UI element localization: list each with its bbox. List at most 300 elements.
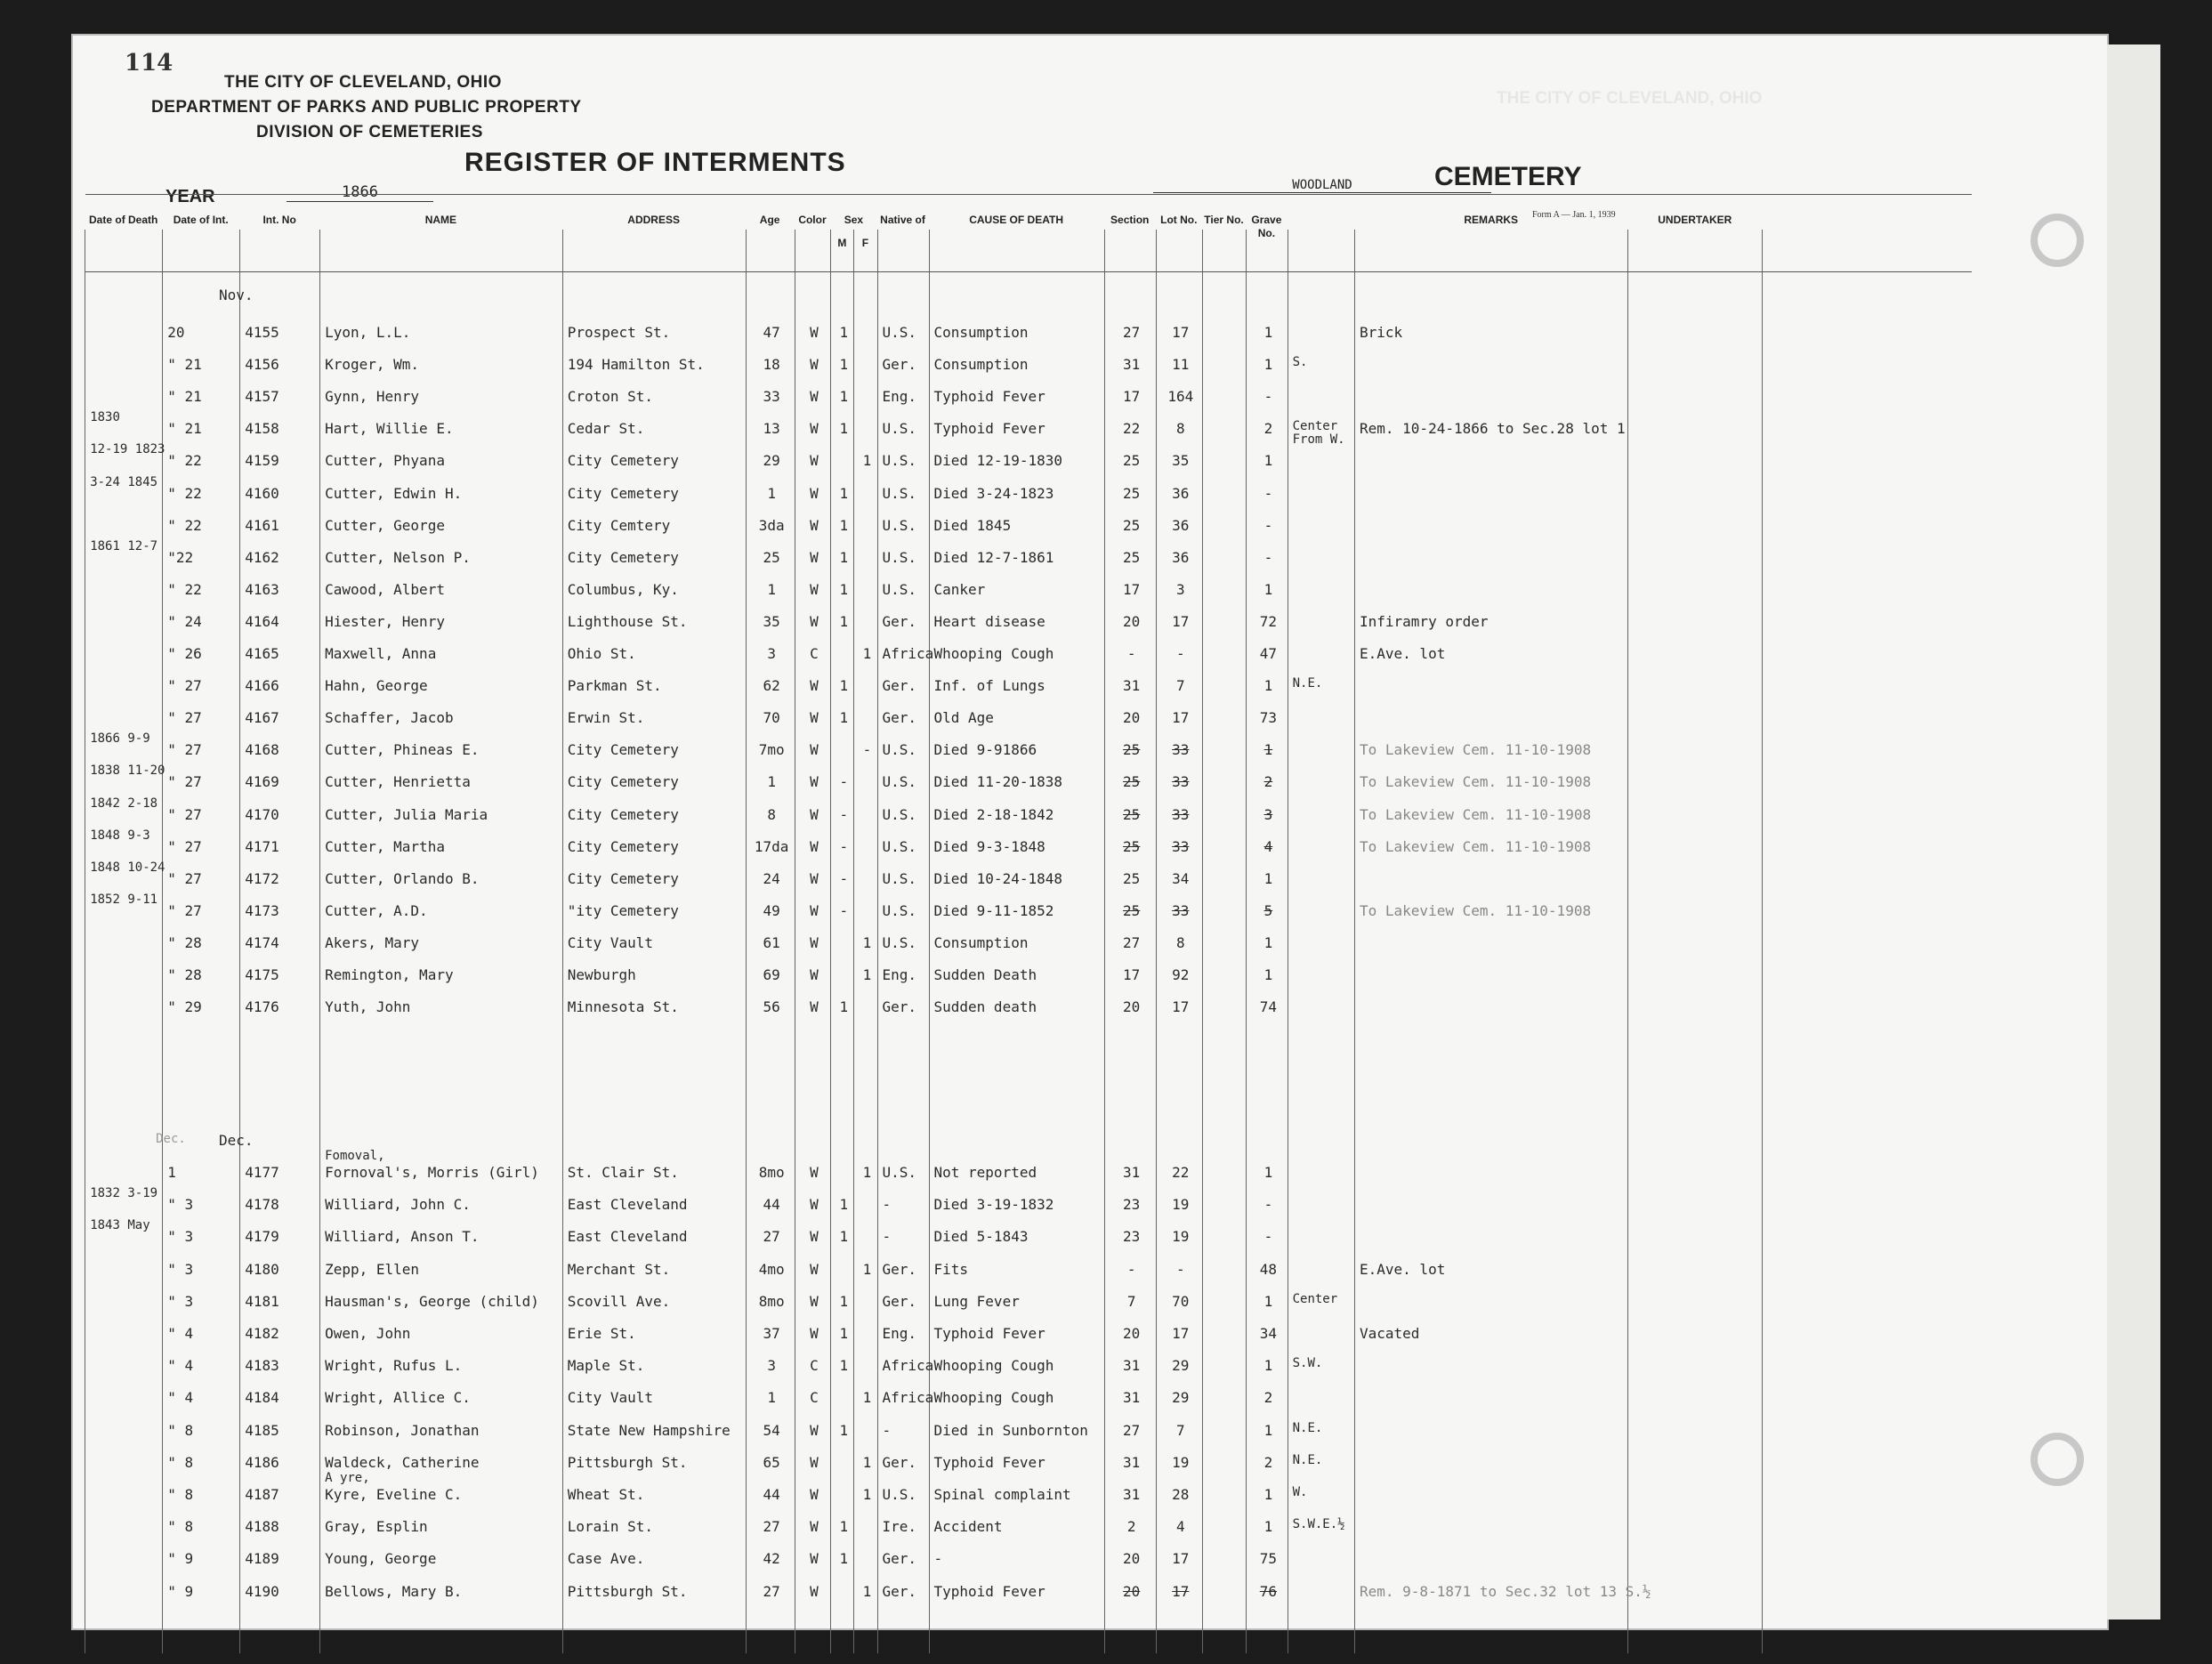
cell-grave: - xyxy=(1263,548,1273,566)
cell-nat: Ger. xyxy=(882,709,917,727)
cell-no: 4160 xyxy=(245,484,279,502)
cemetery-name: WOODLAND xyxy=(1153,178,1491,193)
cell-name: Young, George xyxy=(325,1550,437,1568)
cell-addr: City Cemetery xyxy=(567,773,679,791)
cell-name: Williard, John C. xyxy=(325,1196,471,1214)
cell-lot: 28 xyxy=(1172,1486,1190,1503)
cell-no: 4173 xyxy=(245,901,279,919)
cell-di: " 4 xyxy=(167,1389,194,1407)
cell-nat: Ire. xyxy=(882,1518,917,1536)
cell-di: " 3 xyxy=(167,1196,194,1214)
cell-age: 17da xyxy=(754,837,789,855)
cell-rem: Vacated xyxy=(1360,1325,1420,1342)
cell-lot: 33 xyxy=(1172,805,1190,823)
cell-nat: U.S. xyxy=(882,1164,917,1181)
cell-cause: Canker xyxy=(933,580,986,598)
column-rule xyxy=(853,230,854,1653)
cell-no: 4176 xyxy=(245,998,279,1016)
cell-name: Cutter, Edwin H. xyxy=(325,484,463,502)
cell-color: W xyxy=(810,966,819,983)
cell-addr: Parkman St. xyxy=(567,677,662,695)
cell-lot: 92 xyxy=(1172,966,1190,983)
cell-m: 1 xyxy=(839,548,849,566)
cell-grave: 1 xyxy=(1263,1292,1273,1310)
header-division: DIVISION OF CEMETERIES xyxy=(256,123,483,141)
cell-nat: Ger. xyxy=(882,1550,917,1568)
cell-sec: 31 xyxy=(1123,1453,1141,1471)
cell-name: Waldeck, Catherine xyxy=(325,1453,480,1471)
cell-m: - xyxy=(839,837,849,855)
cell-m: 1 xyxy=(839,580,849,598)
cell-di: " 8 xyxy=(167,1421,194,1439)
cell-color: W xyxy=(810,837,819,855)
cell-addr: Erwin St. xyxy=(567,709,645,727)
cell-no: 4157 xyxy=(245,388,279,406)
cell-no: 4189 xyxy=(245,1550,279,1568)
cell-age: 13 xyxy=(763,420,780,438)
cell-nat: U.S. xyxy=(882,484,917,502)
cell-age: 4mo xyxy=(758,1260,785,1278)
cell-addr: Case Ave. xyxy=(567,1550,645,1568)
cell-cause: Consumption xyxy=(933,324,1029,341)
cell-nat: Ger. xyxy=(882,998,917,1016)
cell-cause: Sudden death xyxy=(933,998,1037,1016)
cell-nat: U.S. xyxy=(882,773,917,791)
cell-no: 4168 xyxy=(245,741,279,759)
cell-addr: Newburgh xyxy=(567,966,636,983)
cell-age: 1 xyxy=(767,484,776,502)
cell-name: Gray, Esplin xyxy=(325,1518,428,1536)
cell-cause: Died in Sunbornton xyxy=(933,1421,1088,1439)
cell-age: 61 xyxy=(763,933,780,951)
cell-age: 24 xyxy=(763,869,780,887)
cell-f: 1 xyxy=(862,645,872,662)
header-city: THE CITY OF CLEVELAND, OHIO xyxy=(224,73,502,92)
cell-name: Schaffer, Jacob xyxy=(325,709,454,727)
cell-lot: 35 xyxy=(1172,452,1190,470)
cell-addr: City Cemetery xyxy=(567,484,679,502)
cell-sec: 20 xyxy=(1123,709,1141,727)
cell-grave: - xyxy=(1263,1196,1273,1214)
cell-age: 47 xyxy=(763,324,780,341)
cell-di: "22 xyxy=(167,548,194,566)
cell-lot: 7 xyxy=(1175,677,1185,695)
column-header-age: Age xyxy=(759,214,780,226)
cell-lot: 34 xyxy=(1172,869,1190,887)
cell-di: " 27 xyxy=(167,709,202,727)
cell-f: 1 xyxy=(862,1260,872,1278)
cell-di: " 22 xyxy=(167,484,202,502)
cell-no: 4185 xyxy=(245,1421,279,1439)
cell-lot: 33 xyxy=(1172,773,1190,791)
cell-lot: 36 xyxy=(1172,516,1190,534)
cell-cause: Old Age xyxy=(933,709,994,727)
column-rule xyxy=(1627,230,1628,1653)
cell-color: W xyxy=(810,1486,819,1503)
cell-sec: 20 xyxy=(1123,1550,1141,1568)
column-rule xyxy=(877,230,878,1653)
cell-sec: 22 xyxy=(1123,420,1141,438)
cell-nat: Africa xyxy=(882,1389,934,1407)
cell-di: " 3 xyxy=(167,1260,194,1278)
cell-no: 4158 xyxy=(245,420,279,438)
cell-color: W xyxy=(810,516,819,534)
column-header-addr: ADDRESS xyxy=(627,214,680,226)
cell-cause: Typhoid Fever xyxy=(933,1453,1045,1471)
cell-color: W xyxy=(810,677,819,695)
cell-sec: 25 xyxy=(1123,516,1141,534)
cell-grave: - xyxy=(1263,516,1273,534)
cell-di: " 9 xyxy=(167,1582,194,1600)
cell-lot: 8 xyxy=(1175,933,1185,951)
column-header-und: UNDERTAKER xyxy=(1658,214,1732,226)
cell-sec: 31 xyxy=(1123,1164,1141,1181)
month-label-dec: Dec. xyxy=(219,1132,254,1149)
cell-color: W xyxy=(810,709,819,727)
cell-age: 49 xyxy=(763,901,780,919)
cell-nat: Eng. xyxy=(882,1325,917,1342)
cell-no: 4186 xyxy=(245,1453,279,1471)
cell-nat: U.S. xyxy=(882,452,917,470)
cell-cause: Died 3-24-1823 xyxy=(933,484,1054,502)
cell-di: 20 xyxy=(167,324,185,341)
cell-nat: U.S. xyxy=(882,548,917,566)
cell-m: 1 xyxy=(839,1550,849,1568)
cell-addr: Croton St. xyxy=(567,388,654,406)
cell-age: 18 xyxy=(763,356,780,374)
cell-age: 35 xyxy=(763,612,780,630)
cell-m: 1 xyxy=(839,420,849,438)
cell-nat: Ger. xyxy=(882,1260,917,1278)
name-annotation: Fomoval, xyxy=(325,1149,385,1163)
cell-cause: Died 9-11-1852 xyxy=(933,901,1054,919)
cell-dd: 1866 9-9 xyxy=(90,731,150,747)
cell-dd: 12-19 1823 xyxy=(90,442,165,457)
cell-rem: Brick xyxy=(1360,324,1403,341)
cell-sec: 31 xyxy=(1123,1486,1141,1503)
cell-extra: Center xyxy=(1292,1291,1338,1306)
cell-di: " 28 xyxy=(167,966,202,983)
cell-cause: Inf. of Lungs xyxy=(933,677,1045,695)
cell-name: Cutter, Martha xyxy=(325,837,445,855)
cell-age: 7mo xyxy=(758,741,785,759)
cell-nat: Ger. xyxy=(882,356,917,374)
cell-lot: 70 xyxy=(1172,1292,1190,1310)
cell-grave: 48 xyxy=(1259,1260,1278,1278)
cell-no: 4165 xyxy=(245,645,279,662)
cell-lot: 19 xyxy=(1172,1228,1190,1246)
cell-grave: 2 xyxy=(1263,1389,1273,1407)
cell-di: " 26 xyxy=(167,645,202,662)
cell-age: 25 xyxy=(763,548,780,566)
cell-f: 1 xyxy=(862,1486,872,1503)
cell-name: Cutter, Orlando B. xyxy=(325,869,480,887)
cell-lot: 36 xyxy=(1172,548,1190,566)
cell-extra: N.E. xyxy=(1292,1452,1323,1467)
cell-di: 1 xyxy=(167,1164,176,1181)
cell-di: " 8 xyxy=(167,1486,194,1503)
cell-di: " 3 xyxy=(167,1292,194,1310)
cell-lot: 33 xyxy=(1172,741,1190,759)
cell-no: 4183 xyxy=(245,1357,279,1375)
header-rule xyxy=(85,194,1972,195)
cell-grave: 1 xyxy=(1263,1164,1273,1181)
cell-sec: 31 xyxy=(1123,1389,1141,1407)
cell-nat: U.S. xyxy=(882,837,917,855)
cell-dd: 1842 2-18 xyxy=(90,796,158,811)
cell-nat: U.S. xyxy=(882,516,917,534)
cell-cause: Lung Fever xyxy=(933,1292,1020,1310)
cell-cause: - xyxy=(933,1550,943,1568)
cell-addr: Pittsburgh St. xyxy=(567,1582,688,1600)
cell-rem: To Lakeview Cem. 11-10-1908 xyxy=(1360,741,1592,759)
cell-nat: U.S. xyxy=(882,324,917,341)
cell-grave: - xyxy=(1263,388,1273,406)
cell-age: 27 xyxy=(763,1518,780,1536)
cell-color: W xyxy=(810,548,819,566)
cell-cause: Died 12-7-1861 xyxy=(933,548,1054,566)
cell-dd: 1830 xyxy=(90,410,120,425)
cell-color: W xyxy=(810,356,819,374)
cell-lot: 17 xyxy=(1172,324,1190,341)
cell-color: C xyxy=(810,1357,819,1375)
cell-di: " 22 xyxy=(167,452,202,470)
cell-di: " 27 xyxy=(167,773,202,791)
cell-name: Hart, Willie E. xyxy=(325,420,454,438)
cell-no: 4159 xyxy=(245,452,279,470)
cell-color: W xyxy=(810,420,819,438)
cell-no: 4184 xyxy=(245,1389,279,1407)
cell-cause: Consumption xyxy=(933,933,1029,951)
cell-nat: Ger. xyxy=(882,677,917,695)
cell-addr: City Cemtery xyxy=(567,516,671,534)
cell-no: 4175 xyxy=(245,966,279,983)
cell-di: " 21 xyxy=(167,420,202,438)
cell-dd: 3-24 1845 xyxy=(90,474,158,489)
cell-nat: - xyxy=(882,1228,892,1246)
cell-no: 4187 xyxy=(245,1486,279,1503)
cell-age: 3 xyxy=(767,645,776,662)
cell-nat: - xyxy=(882,1196,892,1214)
cell-color: W xyxy=(810,869,819,887)
cell-lot: 8 xyxy=(1175,420,1185,438)
page-number: 114 xyxy=(125,50,174,77)
cell-name: Cutter, Julia Maria xyxy=(325,805,488,823)
cell-sec: 2 xyxy=(1126,1518,1136,1536)
column-header-f: F xyxy=(861,237,869,249)
cell-m: 1 xyxy=(839,516,849,534)
cell-name: Cutter, George xyxy=(325,516,445,534)
cell-color: W xyxy=(810,1550,819,1568)
column-rule xyxy=(1246,230,1247,1653)
cell-sec: - xyxy=(1126,1260,1136,1278)
cell-di: " 8 xyxy=(167,1518,194,1536)
cell-cause: Died 2-18-1842 xyxy=(933,805,1054,823)
cell-color: W xyxy=(810,741,819,759)
cell-addr: Lorain St. xyxy=(567,1518,654,1536)
cell-f: 1 xyxy=(862,966,872,983)
cell-grave: 34 xyxy=(1259,1325,1278,1342)
cell-dd: 1848 10-24 xyxy=(90,860,165,875)
cell-addr: Lighthouse St. xyxy=(567,612,688,630)
cell-name: Wright, Allice C. xyxy=(325,1389,471,1407)
cell-dd: 1848 9-3 xyxy=(90,828,150,843)
cell-addr: City Cemetery xyxy=(567,805,679,823)
cell-name: Yuth, John xyxy=(325,998,411,1016)
cell-name: Cutter, Nelson P. xyxy=(325,548,471,566)
cell-name: Fornoval's, Morris (Girl) xyxy=(325,1164,539,1181)
cell-lot: 36 xyxy=(1172,484,1190,502)
cell-f: - xyxy=(862,741,872,759)
cell-age: 27 xyxy=(763,1228,780,1246)
cell-nat: Ger. xyxy=(882,1453,917,1471)
cell-grave: 1 xyxy=(1263,1357,1273,1375)
cell-addr: City Cemetery xyxy=(567,837,679,855)
cell-grave: 1 xyxy=(1263,677,1273,695)
column-header-dd: Date of Death xyxy=(89,214,158,226)
cell-nat: U.S. xyxy=(882,901,917,919)
cell-sec: 25 xyxy=(1123,837,1141,855)
cell-grave: 1 xyxy=(1263,966,1273,983)
cell-grave: 1 xyxy=(1263,356,1273,374)
cell-di: " 3 xyxy=(167,1228,194,1246)
cell-cause: Died 9-3-1848 xyxy=(933,837,1045,855)
column-rule xyxy=(239,230,240,1653)
cell-age: 42 xyxy=(763,1550,780,1568)
cell-nat: Eng. xyxy=(882,966,917,983)
column-rule xyxy=(562,230,563,1653)
cell-m: 1 xyxy=(839,1196,849,1214)
cell-di: " 22 xyxy=(167,516,202,534)
cell-nat: U.S. xyxy=(882,805,917,823)
cell-color: W xyxy=(810,1453,819,1471)
column-rule xyxy=(746,230,747,1653)
cell-color: W xyxy=(810,580,819,598)
cell-addr: East Cleveland xyxy=(567,1196,688,1214)
name-annotation: A yre, xyxy=(325,1471,370,1485)
cell-grave: - xyxy=(1263,484,1273,502)
column-header-cause: CAUSE OF DEATH xyxy=(969,214,1063,226)
cell-di: " 24 xyxy=(167,612,202,630)
cell-grave: 1 xyxy=(1263,452,1273,470)
cell-extra: W. xyxy=(1292,1485,1308,1499)
cell-extra: N.E. xyxy=(1292,676,1323,691)
cell-sec: 25 xyxy=(1123,901,1141,919)
cell-name: Wright, Rufus L. xyxy=(325,1357,463,1375)
bleed-through-ghost: THE CITY OF CLEVELAND, OHIO xyxy=(1497,89,1763,108)
cell-addr: St. Clair St. xyxy=(567,1164,679,1181)
cell-no: 4179 xyxy=(245,1228,279,1246)
cell-grave: 1 xyxy=(1263,324,1273,341)
cell-cause: Heart disease xyxy=(933,612,1045,630)
cell-cause: Not reported xyxy=(933,1164,1037,1181)
cell-sec: - xyxy=(1126,645,1136,662)
cell-dd: 1852 9-11 xyxy=(90,892,158,907)
cell-cause: Typhoid Fever xyxy=(933,1325,1045,1342)
cell-grave: 1 xyxy=(1263,580,1273,598)
cell-no: 4182 xyxy=(245,1325,279,1342)
cell-no: 4170 xyxy=(245,805,279,823)
cell-cause: Spinal complaint xyxy=(933,1486,1071,1503)
cell-sec: 17 xyxy=(1123,966,1141,983)
cell-sec: 31 xyxy=(1123,677,1141,695)
cell-grave: 2 xyxy=(1263,773,1273,791)
cell-di: " 27 xyxy=(167,901,202,919)
cell-addr: Merchant St. xyxy=(567,1260,671,1278)
cell-cause: Fits xyxy=(933,1260,969,1278)
cell-extra: N.E. xyxy=(1292,1420,1323,1435)
cell-di: " 21 xyxy=(167,356,202,374)
cell-color: W xyxy=(810,1421,819,1439)
cell-age: 3da xyxy=(758,516,785,534)
cell-m: 1 xyxy=(839,484,849,502)
cell-no: 4177 xyxy=(245,1164,279,1181)
cell-rem: Infiramry order xyxy=(1360,612,1489,630)
cell-lot: 7 xyxy=(1175,1421,1185,1439)
cell-lot: 29 xyxy=(1172,1389,1190,1407)
cell-addr: 194 Hamilton St. xyxy=(567,356,705,374)
cell-sec: 25 xyxy=(1123,773,1141,791)
cell-f: 1 xyxy=(862,452,872,470)
cell-addr: Ohio St. xyxy=(567,645,636,662)
cell-age: 27 xyxy=(763,1582,780,1600)
column-rule xyxy=(1762,230,1763,1653)
cell-name: Remington, Mary xyxy=(325,966,454,983)
column-header-color: Color xyxy=(798,214,827,226)
column-rule xyxy=(1104,230,1105,1653)
cell-sec: 20 xyxy=(1123,998,1141,1016)
cell-m: - xyxy=(839,869,849,887)
cell-grave: 5 xyxy=(1263,901,1273,919)
cell-m: - xyxy=(839,773,849,791)
cell-sec: 7 xyxy=(1126,1292,1136,1310)
cell-name: Zepp, Ellen xyxy=(325,1260,420,1278)
cemetery-label: CEMETERY xyxy=(1434,162,1582,191)
cell-di: " 29 xyxy=(167,998,202,1016)
column-rule xyxy=(1156,230,1157,1653)
cell-no: 4166 xyxy=(245,677,279,695)
cell-grave: 1 xyxy=(1263,1518,1273,1536)
cell-sec: 25 xyxy=(1123,741,1141,759)
cell-age: 8mo xyxy=(758,1292,785,1310)
cell-di: " 27 xyxy=(167,869,202,887)
cell-no: 4164 xyxy=(245,612,279,630)
cell-color: W xyxy=(810,1228,819,1246)
cell-cause: Died 12-19-1830 xyxy=(933,452,1062,470)
cell-rem: Rem. 10-24-1866 to Sec.28 lot 1 xyxy=(1360,420,1626,438)
cell-nat: U.S. xyxy=(882,741,917,759)
cell-sec: 31 xyxy=(1123,356,1141,374)
cell-name: Cutter, A.D. xyxy=(325,901,428,919)
cell-grave: 75 xyxy=(1259,1550,1278,1568)
cell-lot: 17 xyxy=(1172,709,1190,727)
cell-sec: 17 xyxy=(1123,388,1141,406)
cell-cause: Typhoid Fever xyxy=(933,420,1045,438)
cell-addr: City Cemetery xyxy=(567,741,679,759)
cell-lot: 19 xyxy=(1172,1196,1190,1214)
header-department: DEPARTMENT OF PARKS AND PUBLIC PROPERTY xyxy=(151,98,582,117)
cell-lot: - xyxy=(1175,645,1185,662)
death-month-label-dec: Dec. xyxy=(156,1132,186,1146)
cell-di: " 4 xyxy=(167,1325,194,1342)
cell-cause: Died 1845 xyxy=(933,516,1012,534)
cell-age: 8mo xyxy=(758,1164,785,1181)
cell-no: 4171 xyxy=(245,837,279,855)
cell-name: Maxwell, Anna xyxy=(325,645,437,662)
column-header-name: NAME xyxy=(424,214,457,226)
cell-cause: Sudden Death xyxy=(933,966,1037,983)
cell-age: 37 xyxy=(763,1325,780,1342)
